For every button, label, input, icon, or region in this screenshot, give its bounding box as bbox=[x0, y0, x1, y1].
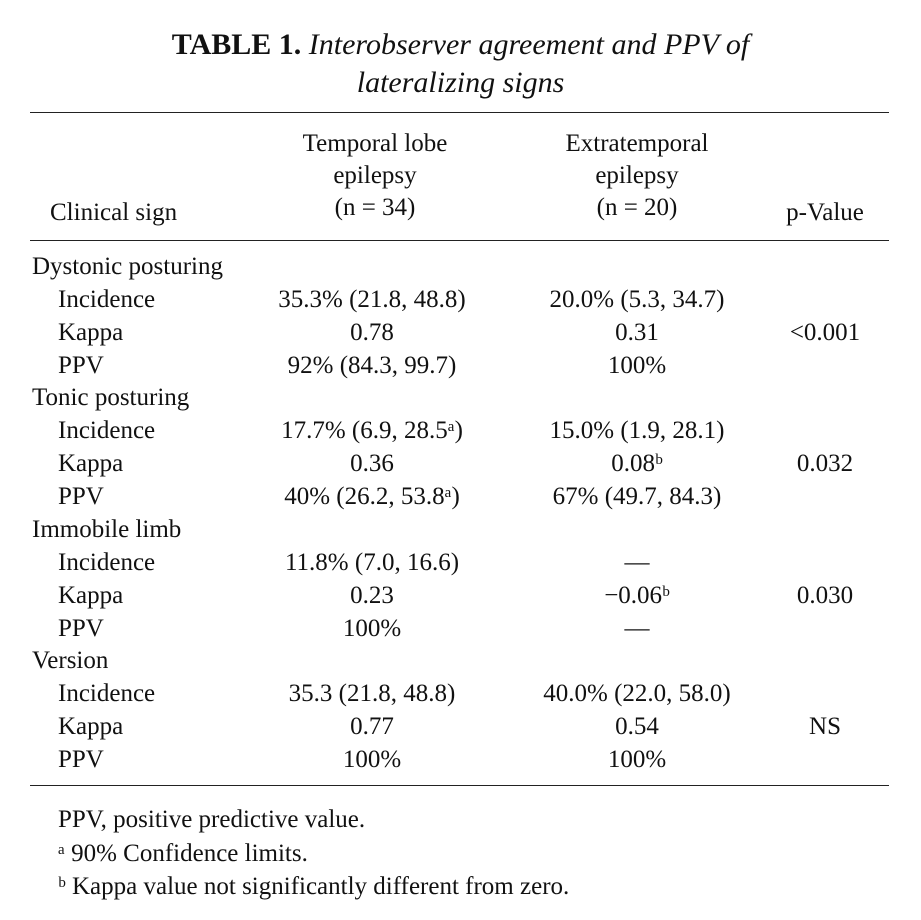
table-row bbox=[0, 316, 921, 349]
ete-value: — bbox=[624, 549, 650, 576]
group-title: Dystonic posturing bbox=[32, 253, 223, 280]
tle-value: 0.23 bbox=[350, 582, 394, 609]
p-value: 0.030 bbox=[796, 582, 854, 609]
row-label: Kappa bbox=[58, 713, 124, 740]
header-tle-line3: (n = 34) bbox=[334, 194, 416, 221]
tle-value: 17.7% (6.9, 28.5ᵃ) bbox=[281, 417, 463, 444]
ete-value: 15.0% (1.9, 28.1) bbox=[549, 417, 725, 444]
row-label: Kappa bbox=[58, 450, 124, 477]
footnote: ᵃ 90% Confidence limits. bbox=[58, 840, 308, 867]
header-tle-line2: epilepsy bbox=[333, 162, 417, 189]
group-title-row bbox=[0, 381, 921, 414]
tle-value: 40% (26.2, 53.8ᵃ) bbox=[284, 483, 460, 510]
p-value: 0.032 bbox=[796, 450, 854, 477]
tle-value: 35.3 (21.8, 48.8) bbox=[288, 680, 456, 707]
table-row bbox=[0, 677, 921, 710]
header-ete-line3: (n = 20) bbox=[596, 194, 678, 221]
ete-value: 100% bbox=[607, 352, 667, 379]
group-title-row bbox=[0, 250, 921, 283]
row-label: PPV bbox=[58, 746, 104, 773]
footnote: ᵇ Kappa value not significantly different from zero. bbox=[58, 873, 570, 900]
ete-value: — bbox=[624, 615, 650, 642]
header-tle-line1: Temporal lobe bbox=[302, 130, 448, 157]
table-row bbox=[0, 579, 921, 612]
row-label: Kappa bbox=[58, 582, 124, 609]
tle-value: 35.3% (21.8, 48.8) bbox=[278, 286, 466, 313]
table-row bbox=[0, 480, 921, 513]
row-label: Incidence bbox=[58, 680, 156, 707]
table-title-part2: lateralizing signs bbox=[356, 66, 565, 99]
header-rule bbox=[30, 240, 889, 241]
ete-value: 0.31 bbox=[615, 319, 659, 346]
group-title-row bbox=[0, 513, 921, 546]
table-row bbox=[0, 447, 921, 480]
ete-value: 40.0% (22.0, 58.0) bbox=[543, 680, 731, 707]
bottom-rule bbox=[30, 785, 889, 786]
ete-value: 67% (49.7, 84.3) bbox=[552, 483, 722, 510]
group-title: Version bbox=[32, 647, 109, 674]
tle-value: 100% bbox=[342, 615, 402, 642]
row-label: PPV bbox=[58, 483, 104, 510]
tle-value: 100% bbox=[342, 746, 402, 773]
header-ete-line2: epilepsy bbox=[595, 162, 679, 189]
table-caption-line1 bbox=[0, 26, 921, 64]
row-label: Kappa bbox=[58, 319, 124, 346]
footnote: PPV, positive predictive value. bbox=[58, 806, 366, 833]
table-label: TABLE 1. bbox=[171, 28, 302, 61]
ete-value: 100% bbox=[607, 746, 667, 773]
p-value: NS bbox=[809, 713, 841, 740]
header-clinical-sign: Clinical sign bbox=[50, 199, 178, 226]
tle-value: 0.77 bbox=[350, 713, 394, 740]
row-label: Incidence bbox=[58, 549, 156, 576]
row-label: PPV bbox=[58, 352, 104, 379]
ete-value: 0.54 bbox=[615, 713, 659, 740]
p-value: <0.001 bbox=[789, 319, 861, 346]
table-row bbox=[0, 612, 921, 645]
row-label: PPV bbox=[58, 615, 104, 642]
tle-value: 0.78 bbox=[350, 319, 394, 346]
group-title: Tonic posturing bbox=[32, 384, 190, 411]
tle-value: 11.8% (7.0, 16.6) bbox=[284, 549, 460, 576]
row-label: Incidence bbox=[58, 286, 156, 313]
table-row bbox=[0, 710, 921, 743]
ete-value: 0.08ᵇ bbox=[611, 450, 663, 477]
header-extratemporal bbox=[492, 128, 782, 224]
header-p-value: p-Value bbox=[786, 199, 864, 226]
header-temporal-lobe bbox=[230, 128, 520, 224]
group-title: Immobile limb bbox=[32, 516, 182, 543]
tle-value: 92% (84.3, 99.7) bbox=[287, 352, 457, 379]
header-ete-line1: Extratemporal bbox=[565, 130, 709, 157]
ete-value: 20.0% (5.3, 34.7) bbox=[549, 286, 725, 313]
table-row bbox=[0, 743, 921, 776]
table-caption-line2 bbox=[0, 64, 921, 102]
table-row bbox=[0, 414, 921, 447]
table-title-part1: Interobserver agreement and PPV of bbox=[308, 28, 750, 61]
group-title-row bbox=[0, 644, 921, 677]
table-row bbox=[0, 283, 921, 316]
top-rule bbox=[30, 112, 889, 113]
tle-value: 0.36 bbox=[350, 450, 394, 477]
row-label: Incidence bbox=[58, 417, 156, 444]
table-row bbox=[0, 349, 921, 382]
table-row bbox=[0, 546, 921, 579]
ete-value: −0.06ᵇ bbox=[604, 582, 670, 609]
